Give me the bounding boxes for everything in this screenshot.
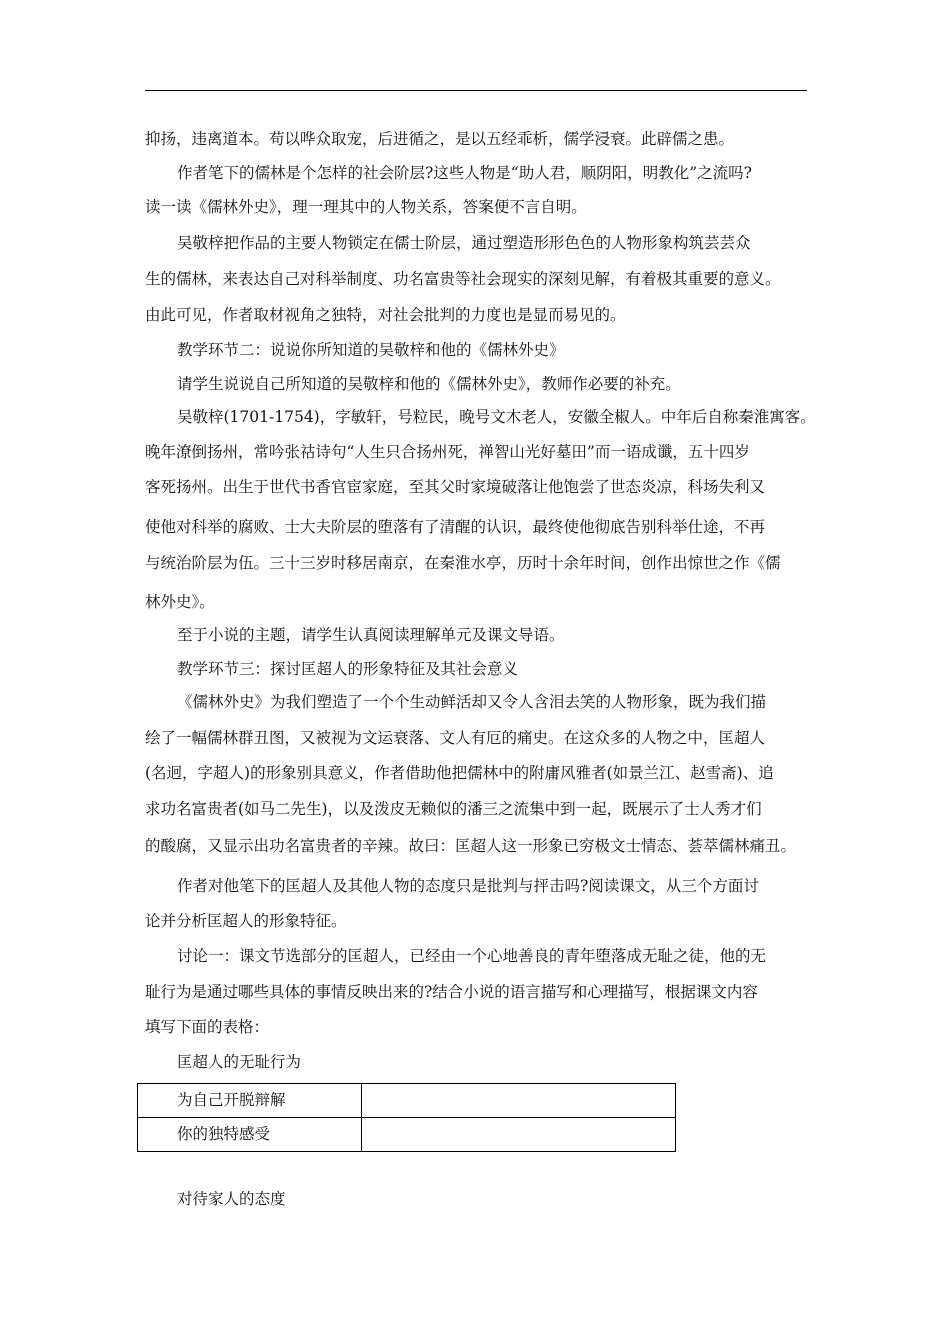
text-line: 求功名富贵者(如马二先生)，以及泼皮无赖似的潘三之流集中到一起，既展示了士人秀才们 xyxy=(145,800,762,818)
text-line: 使他对科举的腐败、士大夫阶层的堕落有了清醒的认识，最终使他彻底告别科举仕途，不再 xyxy=(145,518,766,536)
table-cell-label: 为自己开脱辩解 xyxy=(138,1084,362,1118)
table-row xyxy=(138,1118,676,1152)
text-line: 填写下面的表格： xyxy=(145,1018,270,1036)
table-caption: 匡超人的无耻行为 xyxy=(177,1053,302,1071)
text-line: 作者对他笔下的匡超人及其他人物的态度只是批判与抨击吗?阅读课文，从三个方面讨 xyxy=(177,877,759,895)
section-heading: 教学环节二：说说你所知道的吴敬梓和他的《儒林外史》 xyxy=(177,341,565,359)
text-line: 绘了一幅儒林群丑图，又被视为文运衰落、文人有厄的痛史。在这众多的人物之中，匡超人 xyxy=(145,729,766,747)
text-line: 林外史》。 xyxy=(145,593,215,611)
text-line: 客死扬州。出生于世代书香官宦家庭，至其父时家境破落让他饱尝了世态炎凉，科场失利又 xyxy=(145,478,766,496)
text-line: 抑扬，违离道本。苟以哗众取宠，后进循之，是以五经乖析，儒学浸衰。此辟儒之患。 xyxy=(145,130,735,148)
header-rule xyxy=(145,90,807,91)
text-line: (名迥，字超人)的形象别具意义，作者借助他把儒林中的附庸风雅者(如景兰江、赵雪斋)、追 xyxy=(145,764,774,782)
text-line: 由此可见，作者取材视角之独特，对社会批判的力度也是显而易见的。 xyxy=(145,306,626,324)
text-line: 吴敬梓(1701-1754)，字敏轩，号粒民，晚号文木老人，安徽全椒人。中年后自称秦淮寓客。 xyxy=(177,408,816,426)
table-cell-answer[interactable] xyxy=(362,1118,676,1152)
text-line: 吴敬梓把作品的主要人物锁定在儒士阶层，通过塑造形形色色的人物形象构筑芸芸众 xyxy=(177,234,751,252)
text-line: 读一读《儒林外史》，理一理其中的人物关系，答案便不言自明。 xyxy=(145,198,587,216)
text-line: 请学生说说自己所知道的吴敬梓和他的《儒林外史》，教师作必要的补充。 xyxy=(177,375,681,393)
table-caption: 对待家人的态度 xyxy=(177,1190,286,1208)
text-line: 生的儒林，来表达自己对科举制度、功名富贵等社会现实的深刻见解，有着极其重要的意义。 xyxy=(145,270,781,288)
text-line: 至于小说的主题，请学生认真阅读理解单元及课文导语。 xyxy=(177,626,565,644)
section-heading: 教学环节三：探讨匡超人的形象特征及其社会意义 xyxy=(177,660,519,678)
text-line: 《儒林外史》为我们塑造了一个个生动鲜活却又令人含泪去笑的人物形象，既为我们描 xyxy=(177,693,767,711)
text-line: 作者笔下的儒林是个怎样的社会阶层?这些人物是“助人君，顺阴阳，明教化”之流吗? xyxy=(177,164,752,182)
text-line: 讨论一：课文节选部分的匡超人，已经由一个心地善良的青年堕落成无耻之徒，他的无 xyxy=(177,947,767,965)
text-line: 的酸腐，又显示出功名富贵者的辛辣。故曰：匡超人这一形象已穷极文士情态、荟萃儒林痛丑。 xyxy=(145,837,797,855)
text-line: 论并分析匡超人的形象特征。 xyxy=(145,912,347,930)
text-line: 与统治阶层为伍。三十三岁时移居南京，在秦淮水亭，历时十余年时间，创作出惊世之作《儒 xyxy=(145,554,781,572)
table-cell-label: 你的独特感受 xyxy=(138,1118,362,1152)
table-row xyxy=(138,1084,676,1118)
text-line: 耻行为是通过哪些具体的事情反映出来的?结合小说的语言描写和心理描写，根据课文内容 xyxy=(145,983,758,1001)
text-line: 晚年潦倒扬州，常吟张祜诗句“人生只合扬州死，禅智山光好墓田”而一语成谶，五十四岁 xyxy=(145,443,750,461)
behavior-table xyxy=(137,1083,676,1152)
table-cell-answer[interactable] xyxy=(362,1084,676,1118)
